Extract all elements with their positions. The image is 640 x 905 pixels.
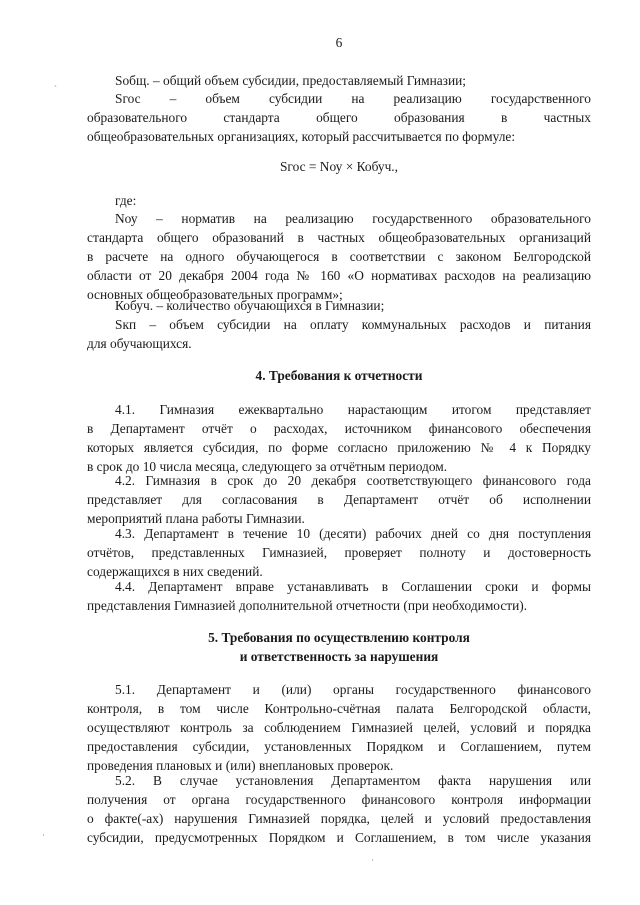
paragraph-5-1 [87,680,591,775]
text-line: отчётов, представленных Гимназией, проверяет полноту и достоверность [87,545,591,560]
section-4-heading: 4. Требования к отчетности [255,368,423,383]
text-line: мероприятий плана работы Гимназии. [87,511,305,526]
text-line: проведения плановых и (или) внеплановых проверок. [87,758,394,773]
section-5-heading [87,628,591,666]
text-line: в расчете на одного обучающегося в соответствии с законом Белгородской [87,249,591,264]
definition-skp [87,315,591,353]
text-line: в Департамент отчёт о расходах, источником финансового обеспечения [87,421,591,436]
scan-mark: · [371,855,374,865]
text-line: контроля, в том числе Контрольно-счётная палата Белгородской области, [87,701,591,716]
text-line: области от 20 декабря 2004 года № 160 «О нормативах расходов на реализацию [87,268,591,283]
paragraph-4-4 [87,577,591,615]
text-line: Sгос – объем субсидии на реализацию государственного [115,91,591,106]
where-label: где: [115,193,137,208]
text-line: о факте(-ах) нарушения Гимназией порядка, целей и условий предоставления [87,811,591,826]
text-line: получения от органа государственного финансового контроля информации [87,792,591,807]
definition-kobuch [87,296,591,315]
text-line: содержащихся в них сведений. [87,564,263,579]
text-line: 4.1. Гимназия ежеквартально нарастающим итогом представляет [115,402,591,417]
paragraph-4-2 [87,471,591,528]
text-line: Sобщ. – общий объем субсидии, предоставляемый Гимназии; [115,73,467,88]
text-line: 4.2. Гимназия в срок до 20 декабря соответствующего финансового года [115,473,591,488]
text-line: общеобразовательных организациях, который рассчитывается по формуле: [87,129,516,144]
paragraph-5-2 [87,771,591,847]
page-number: 6 [335,35,343,50]
text-line: для обучающихся. [87,336,192,351]
text-line: 4.4. Департамент вправе устанавливать в Соглашении сроки и формы [115,579,591,594]
text-line: стандарта общего образований в частных общеобразовательных организаций [87,230,591,245]
text-line: Кобуч. – количество обучающихся в Гимназии; [115,298,385,313]
text-line: осуществляют контроль за соблюдением Гимназией целей, условий и порядка [87,720,591,735]
text-line: 4.3. Департамент в течение 10 (десяти) рабочих дней со дня поступления [115,526,591,541]
formula: Sгос = Nоу × Кобуч., [279,159,398,174]
definition-nou [87,209,591,304]
definition-sgos [87,89,591,146]
text-line: образовательного стандарта общего образования в частных [87,110,591,125]
text-line: 5.1. Департамент и (или) органы государственного финансового [115,682,591,697]
section-5-heading-line: 5. Требования по осуществлению контроля [208,630,470,645]
text-line: которых является субсидия, по форме согласно приложению № 4 к Порядку [87,440,591,455]
paragraph-4-1 [87,400,591,476]
text-line: 5.2. В случае установления Департаментом факта нарушения или [115,773,591,788]
paragraph-4-3 [87,524,591,581]
text-line: предоставления субсидии, установленных Порядком и Соглашением, путем [87,739,591,754]
definition-sobsh [87,71,591,90]
text-line: основных общеобразовательных программ»; [87,287,343,302]
text-line: в срок до 10 числа месяца, следующего за отчётным периодом. [87,459,448,474]
text-line: представления Гимназией дополнительной отчетности (при необходимости). [87,598,528,613]
scan-mark: · [42,830,45,840]
text-line: представляет для согласования в Департамент отчёт об исполнении [87,492,591,507]
section-5-heading-line: и ответственность за нарушения [239,649,439,664]
text-line: субсидии, предусмотренных Порядком и Соглашением, в том числе указания [87,830,591,845]
text-line: Sкп – объем субсидии на оплату коммунальных расходов и питания [115,317,591,332]
text-line: Nоу – норматив на реализацию государственного образовательного [115,211,591,226]
where-block [87,191,591,210]
scan-mark: ` [54,84,57,94]
